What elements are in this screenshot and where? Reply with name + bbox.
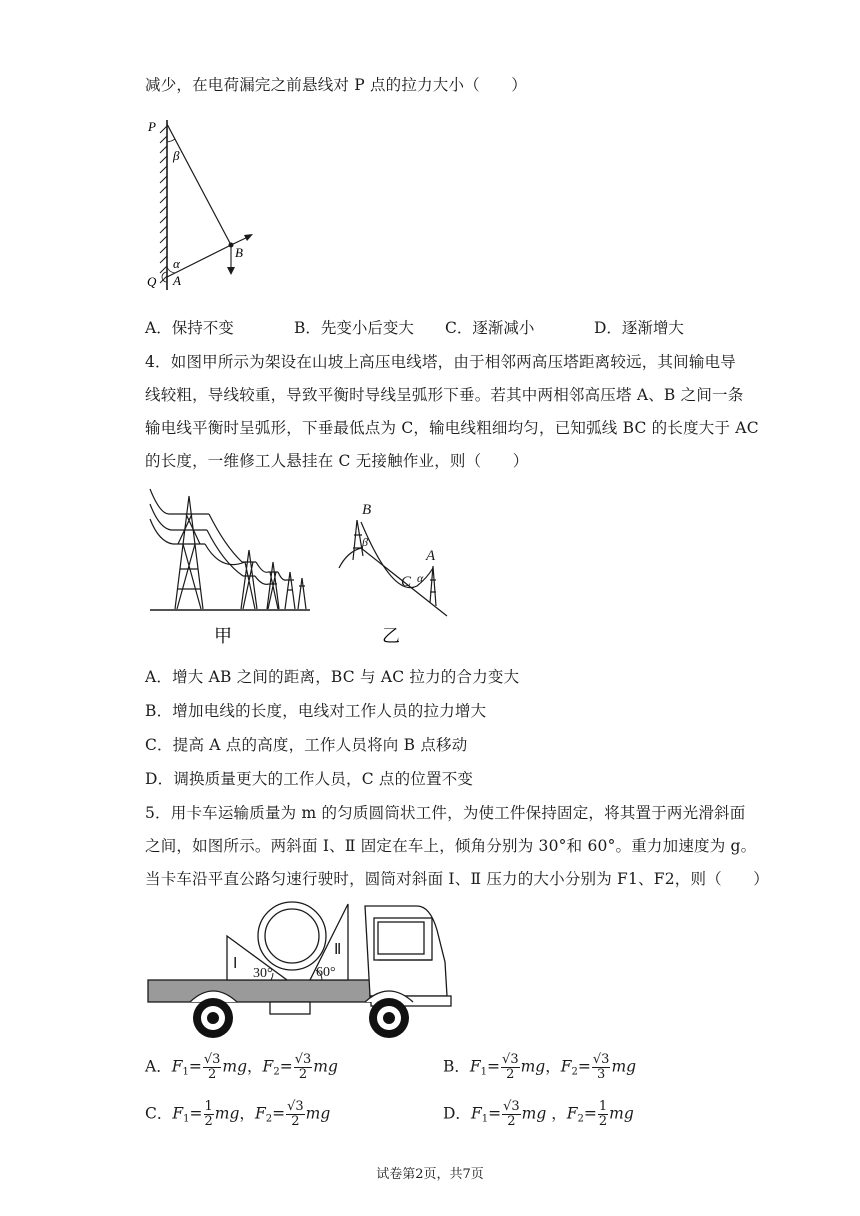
angle-label-alpha: α [173,256,180,271]
fraction: $\frac{1}{2}$ [204,1099,213,1129]
q4-figure-jia [145,484,315,649]
q5-truck-figure [145,900,465,1050]
q4-figure-yi [335,490,455,650]
q5-line-1: 5．用卡车运输质量为 m 的匀质圆筒状工件，为使工件保持固定，将其置于两光滑斜面 [145,804,746,822]
angle-label-beta: β [362,535,368,549]
q5-option-b[interactable]: B．$F_1=$ $\frac{√3}{2}$ mg，$F_2=$ $\frac{√3}{3}$ mg [443,1052,637,1082]
fraction: $\frac{√3}{2}$ [294,1052,312,1082]
q4-line-2: 线较粗，导线较重，导致平衡时导线呈弧形下垂。若其中两相邻高压塔 A、B 之间一条 [145,386,744,404]
point-label-p: P [148,119,156,134]
q4-option-c[interactable]: C．提高 A 点的高度，工作人员将向 B 点移动 [145,736,468,754]
intro-line: 减少，在电荷漏完之前悬线对 P 点的拉力大小（ ） [145,76,527,94]
q3-option-d[interactable]: D．逐渐增大 [594,319,684,337]
page-footer: 试卷第2页，共7页 [376,1167,484,1182]
q5-line-3: 当卡车沿平直公路匀速行驶时，圆筒对斜面 Ⅰ、Ⅱ 压力的大小分别为 F1、F2，则（ ） [145,870,769,888]
angle-label-60: 60° [316,965,336,980]
slope-label-ii: Ⅱ [334,942,342,958]
figure-label-yi: 乙 [382,626,400,646]
point-label-a: A [426,548,436,564]
q5-option-a[interactable]: A．$F_1=$ $\frac{√3}{2}$ mg，$F_2=$ $\frac{√3}{2}$ mg [145,1052,338,1082]
q5-line-2: 之间，如图所示。两斜面 Ⅰ、Ⅱ 固定在车上，倾角分别为 30°和 60°。重力加速度为 g。 [145,837,757,855]
fraction: $\frac{√3}{2}$ [503,1099,520,1129]
point-label-b: B [362,502,372,518]
q3-option-b[interactable]: B．先变小后变大 [294,319,414,337]
fraction: $\frac{√3}{2}$ [203,1052,221,1082]
angle-label-30: 30° [253,966,273,981]
point-label-a: A [173,273,181,288]
figure-label-jia: 甲 [214,626,232,646]
angle-label-alpha: α [417,571,424,585]
q4-line-3: 输电线平衡时呈弧形，下垂最低点为 C，输电线粗细均匀，已知弧线 BC 的长度大于 AC [145,419,759,437]
point-label-q: Q [147,274,157,289]
fraction: $\frac{√3}{2}$ [502,1052,519,1082]
fraction: $\frac{1}{2}$ [598,1099,608,1129]
q3-figure [140,112,270,297]
q3-option-a[interactable]: A．保持不变 [145,319,234,337]
point-label-c: C [401,574,412,590]
q5-option-d[interactable]: D．$F_1=$ $\frac{√3}{2}$ mg ，$F_2=$ $\frac{1}{2}$ mg [443,1099,634,1129]
q4-line-1: 4．如图甲所示为架设在山坡上高压电线塔，由于相邻两高压塔距离较远，其间输电导 [145,353,736,371]
q4-option-b[interactable]: B．增加电线的长度，电线对工作人员的拉力增大 [145,702,487,720]
q4-option-a[interactable]: A．增大 AB 之间的距离，BC 与 AC 拉力的合力变大 [145,668,520,686]
q3-option-c[interactable]: C．逐渐减小 [445,319,535,337]
q4-line-4: 的长度，一维修工人悬挂在 C 无接触作业，则（ ） [145,452,529,470]
fraction: $\frac{√3}{2}$ [287,1099,304,1129]
slope-label-i: Ⅰ [233,956,238,972]
q4-option-d[interactable]: D．调换质量更大的工作人员，C 点的位置不变 [145,770,474,788]
angle-label-beta: β [173,148,180,163]
point-label-b: B [235,245,243,260]
fraction: $\frac{√3}{3}$ [592,1052,610,1082]
q5-option-c[interactable]: C．$F_1=$ $\frac{1}{2}$ mg，$F_2=$ $\frac{√3}{2}$ mg [145,1099,331,1129]
